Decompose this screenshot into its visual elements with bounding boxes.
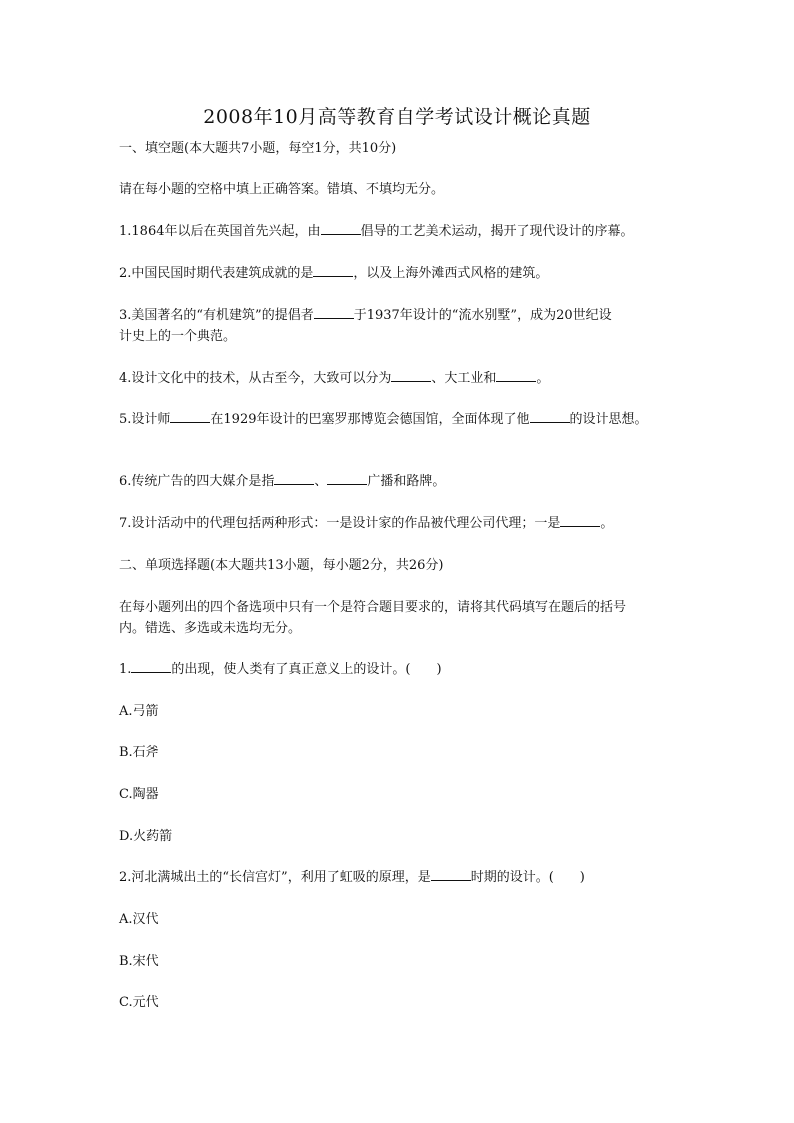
option-b: B.宋代	[119, 954, 159, 969]
option-b: B.石斧	[119, 745, 159, 760]
q-text: 时期的设计。( )	[470, 870, 585, 885]
q-text: 倡导的工艺美术运动，揭开了现代设计的序幕。	[360, 224, 634, 239]
question-1-5	[119, 409, 719, 430]
question-1-4	[119, 368, 689, 389]
q-text: 3.美国著名的“有机建筑”的提倡者	[119, 308, 314, 323]
answer-blank	[496, 369, 536, 382]
section2-instruction: 在每小题列出的四个备选项中只有一个是符合题目要求的，请将其代码填写在题后的括号	[119, 600, 627, 615]
q-text: 在1929年设计的巴塞罗那博览会德国馆，全面体现了他	[210, 412, 530, 427]
answer-blank	[131, 660, 171, 673]
q-text: 1.	[119, 662, 132, 677]
q-text: 的出现，使人类有了真正意义上的设计。( )	[171, 662, 442, 677]
q-text: 、大工业和	[431, 371, 497, 386]
answer-blank	[314, 306, 354, 319]
answer-blank	[274, 472, 314, 485]
option-a: A.弓箭	[119, 704, 159, 719]
section1-instruction: 请在每小题的空格中填上正确答案。错填、不填均无分。	[119, 182, 445, 197]
q-text: 。	[536, 371, 550, 386]
section1-heading: 一、填空题(本大题共7小题，每空1分，共10分)	[119, 141, 397, 156]
answer-blank	[327, 472, 367, 485]
question-1-7	[119, 513, 689, 534]
option-c: C.陶器	[119, 787, 159, 802]
option-a: A.汉代	[119, 912, 159, 927]
page-title: 2008年10月高等教育自学考试设计概论真题	[203, 106, 591, 128]
question-1-6	[119, 471, 689, 492]
answer-blank	[321, 222, 361, 235]
question-1-3	[119, 305, 689, 326]
q-text: 6.传统广告的四大媒介是指	[119, 474, 275, 489]
q-text: 2.河北满城出土的“长信宫灯”，利用了虹吸的原理，是	[119, 870, 431, 885]
q-text: 的设计思想。	[569, 412, 648, 427]
question-1-2	[119, 263, 689, 284]
question-1-1	[119, 221, 689, 242]
q-text: 于1937年设计的“流水别墅”，成为20世纪设	[353, 308, 612, 323]
answer-blank	[313, 264, 353, 277]
q-text: 5.设计师	[119, 412, 171, 427]
q-text: 广播和路牌。	[367, 474, 446, 489]
option-d: D.火药箭	[119, 829, 173, 844]
q-text: 2.中国民国时期代表建筑成就的是	[119, 266, 314, 281]
answer-blank	[530, 410, 570, 423]
q-text: 。	[600, 516, 614, 531]
answer-blank	[431, 868, 471, 881]
answer-blank	[391, 369, 431, 382]
q-text: ，以及上海外滩西式风格的建筑。	[353, 266, 549, 281]
option-c: C.元代	[119, 995, 159, 1010]
q-text: 7.设计活动中的代理包括两种形式：一是设计家的作品被代理公司代理；一是	[119, 516, 561, 531]
q-text: 1.1864年以后在英国首先兴起，由	[119, 224, 321, 239]
section2-heading: 二、单项选择题(本大题共13小题，每小题2分，共26分)	[119, 558, 444, 573]
section2-instruction-cont: 内。错选、多选或未选均无分。	[119, 621, 302, 636]
q-text: 4.设计文化中的技术，从古至今，大致可以分为	[119, 371, 392, 386]
question-2-1	[119, 659, 689, 680]
q-text: 、	[314, 474, 328, 489]
answer-blank	[560, 514, 600, 527]
answer-blank	[170, 410, 210, 423]
question-2-2	[119, 867, 689, 888]
question-1-3-cont: 计史上的一个典范。	[119, 329, 237, 344]
